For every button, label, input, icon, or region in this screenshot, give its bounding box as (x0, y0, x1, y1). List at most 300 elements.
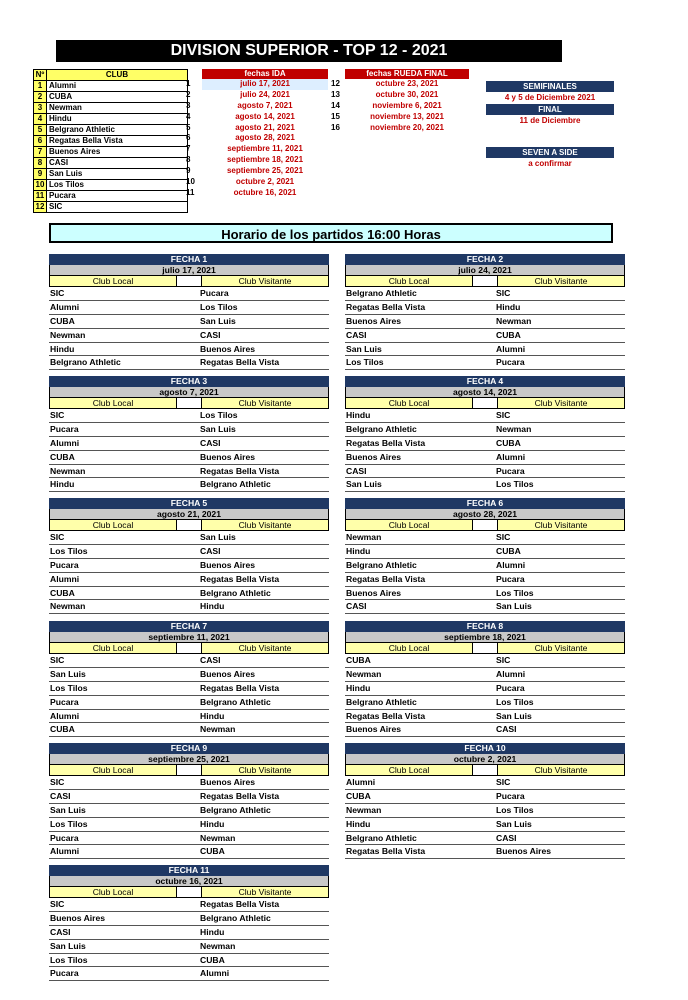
match-row (49, 451, 329, 465)
home-team: CUBA (50, 587, 75, 598)
date-num: 15 (331, 111, 340, 121)
home-team: San Luis (346, 343, 382, 354)
date-value: agosto 21, 2021 (235, 122, 295, 132)
clubs-table (33, 69, 191, 213)
home-team: Belgrano Athletic (346, 832, 417, 843)
home-team: Belgrano Athletic (346, 559, 417, 570)
match-row (49, 967, 329, 981)
home-team: Newman (346, 532, 382, 542)
home-team: Regatas Bella Vista (346, 846, 426, 857)
final-date: 11 de Diciembre (519, 116, 581, 125)
away-team: Belgrano Athletic (200, 587, 271, 598)
club-num: 4 (34, 114, 47, 125)
date-value: octubre 2, 2021 (235, 177, 295, 187)
fecha-block (49, 498, 329, 614)
date-num: 16 (331, 122, 340, 132)
away-team: Belgrano Athletic (200, 696, 271, 707)
col-visitante: Club Visitante (202, 643, 328, 653)
match-row (345, 832, 625, 846)
match-row (345, 682, 625, 696)
fecha-date: agosto 7, 2021 (49, 387, 329, 397)
match-row (345, 723, 625, 737)
date-num: 14 (331, 100, 340, 110)
home-team: Buenos Aires (50, 912, 106, 923)
fecha-columns (345, 275, 625, 287)
fechas-ida-header: fechas IDA (202, 69, 328, 79)
col-local: Club Local (346, 765, 473, 775)
fecha-columns (49, 886, 329, 898)
club-name: Hindu (47, 114, 188, 125)
away-team: CUBA (200, 846, 225, 857)
fecha-date: septiembre 18, 2021 (345, 632, 625, 642)
seven-date: a confirmar (528, 159, 572, 168)
match-row (49, 832, 329, 846)
date-num: 3 (186, 100, 191, 110)
fecha-columns (49, 764, 329, 776)
home-team: Alumni (50, 710, 80, 721)
away-team: Los Tilos (496, 587, 534, 598)
home-team: CUBA (346, 790, 371, 801)
fecha-title: FECHA 4 (345, 376, 625, 387)
home-team: San Luis (50, 668, 86, 679)
fecha-date: octubre 2, 2021 (345, 754, 625, 764)
home-team: SIC (50, 899, 65, 909)
home-team: Hindu (50, 343, 75, 354)
fecha-title: FECHA 6 (345, 498, 625, 509)
home-team: Hindu (346, 410, 371, 420)
away-team: CASI (200, 545, 221, 556)
club-name: San Luis (47, 169, 188, 180)
home-team: Buenos Aires (346, 587, 402, 598)
date-num: 5 (186, 122, 191, 132)
date-row (331, 123, 469, 134)
home-team: Los Tilos (50, 954, 88, 965)
home-team: Pucara (50, 832, 79, 843)
semifinales-label: SEMIFINALES (486, 81, 614, 92)
away-team: San Luis (200, 315, 236, 326)
col-gap (177, 276, 202, 286)
home-team: Belgrano Athletic (346, 423, 417, 434)
away-team: Pucara (496, 357, 525, 368)
match-row (345, 329, 625, 343)
home-team: SIC (50, 777, 65, 787)
club-num: 9 (34, 169, 47, 180)
date-value: agosto 7, 2021 (237, 100, 293, 110)
away-team: Buenos Aires (200, 777, 256, 787)
col-gap (473, 643, 498, 653)
match-row (345, 545, 625, 559)
date-row (186, 112, 328, 123)
col-gap (177, 520, 202, 530)
match-row (49, 954, 329, 968)
date-value: noviembre 20, 2021 (370, 122, 444, 132)
away-team: Regatas Bella Vista (200, 357, 280, 368)
match-row (49, 573, 329, 587)
match-row (345, 845, 625, 859)
date-num: 2 (186, 89, 191, 99)
match-row (49, 912, 329, 926)
home-team: Pucara (50, 423, 79, 434)
home-team: CASI (346, 465, 367, 476)
fecha-date: septiembre 11, 2021 (49, 632, 329, 642)
club-name: Pucara (47, 191, 188, 202)
home-team: CUBA (50, 315, 75, 326)
away-team: CUBA (496, 437, 521, 448)
col-local: Club Local (346, 398, 473, 408)
match-row (345, 423, 625, 437)
away-team: Hindu (200, 926, 225, 937)
away-team: Los Tilos (496, 479, 534, 490)
col-local: Club Local (50, 398, 177, 408)
home-team: Hindu (346, 682, 371, 693)
away-team: CASI (496, 832, 517, 843)
away-team: Regatas Bella Vista (200, 790, 280, 801)
col-visitante: Club Visitante (498, 643, 624, 653)
col-gap (473, 765, 498, 775)
match-row (345, 478, 625, 492)
club-num: 12 (34, 202, 47, 213)
home-team: Alumni (346, 777, 376, 787)
fecha-block (49, 376, 329, 492)
date-value: septiembre 25, 2021 (226, 166, 304, 176)
match-row (345, 437, 625, 451)
date-value: octubre 30, 2021 (375, 89, 439, 99)
away-team: Los Tilos (200, 301, 238, 312)
date-value: septiembre 18, 2021 (226, 155, 304, 165)
home-team: CUBA (50, 451, 75, 462)
match-row (49, 287, 329, 301)
away-team: CASI (496, 724, 517, 735)
date-num: 11 (186, 187, 195, 197)
col-gap (177, 643, 202, 653)
away-team: Belgrano Athletic (200, 804, 271, 815)
club-num: 2 (34, 92, 47, 103)
away-team: Alumni (200, 968, 230, 979)
match-row (345, 451, 625, 465)
fecha-date: agosto 28, 2021 (345, 509, 625, 519)
date-row (186, 90, 328, 101)
away-team: CASI (200, 329, 221, 340)
col-visitante: Club Visitante (202, 765, 328, 775)
away-team: Buenos Aires (200, 559, 256, 570)
club-row (34, 81, 188, 92)
away-team: Hindu (200, 710, 225, 721)
fecha-title: FECHA 8 (345, 621, 625, 632)
club-num: 7 (34, 147, 47, 158)
fecha-columns (49, 519, 329, 531)
away-team: Pucara (496, 682, 525, 693)
fecha-title: FECHA 9 (49, 743, 329, 754)
fecha-title: FECHA 10 (345, 743, 625, 754)
club-row (34, 103, 188, 114)
away-team: Pucara (200, 288, 229, 298)
home-team: Belgrano Athletic (346, 696, 417, 707)
fechas-ida (186, 69, 328, 199)
club-row (34, 191, 188, 202)
match-row (345, 559, 625, 573)
club-row (34, 158, 188, 169)
club-row (34, 136, 188, 147)
match-row (49, 301, 329, 315)
fecha-block (49, 865, 329, 981)
home-team: Newman (346, 804, 382, 815)
fecha-title: FECHA 7 (49, 621, 329, 632)
away-team: Belgrano Athletic (200, 479, 271, 490)
club-name: CUBA (47, 92, 188, 103)
seven-label: SEVEN A SIDE (486, 147, 614, 158)
club-row (34, 114, 188, 125)
match-row (345, 710, 625, 724)
match-row (345, 315, 625, 329)
fecha-block (49, 254, 329, 370)
match-row (345, 343, 625, 357)
match-row (345, 465, 625, 479)
fecha-date: octubre 16, 2021 (49, 876, 329, 886)
home-team: Belgrano Athletic (50, 357, 121, 368)
home-team: SIC (50, 532, 65, 542)
club-num: 6 (34, 136, 47, 147)
club-num: 11 (34, 191, 47, 202)
date-row (186, 188, 328, 199)
club-name: Buenos Aires (47, 147, 188, 158)
fecha-date: septiembre 25, 2021 (49, 754, 329, 764)
match-row (49, 654, 329, 668)
away-team: Belgrano Athletic (200, 912, 271, 923)
fecha-title: FECHA 1 (49, 254, 329, 265)
date-row (186, 133, 328, 144)
match-row (49, 465, 329, 479)
home-team: Regatas Bella Vista (346, 437, 426, 448)
fecha-date: agosto 14, 2021 (345, 387, 625, 397)
horario-banner: Horario de los partidos 16:00 Horas (49, 223, 613, 243)
date-row (186, 79, 328, 90)
home-team: CASI (346, 329, 367, 340)
away-team: SIC (496, 288, 511, 298)
home-team: Hindu (346, 545, 371, 556)
clubs-header-num: Nº (34, 70, 47, 81)
club-num: 10 (34, 180, 47, 191)
match-row (49, 423, 329, 437)
match-row (49, 723, 329, 737)
col-local: Club Local (346, 276, 473, 286)
match-row (49, 790, 329, 804)
fecha-block (49, 621, 329, 737)
club-num: 8 (34, 158, 47, 169)
col-gap (177, 887, 202, 897)
fechas-final-header: fechas RUEDA FINAL (345, 69, 469, 79)
away-team: Pucara (496, 465, 525, 476)
date-row (186, 155, 328, 166)
away-team: San Luis (200, 423, 236, 434)
club-num: 5 (34, 125, 47, 136)
match-row (49, 531, 329, 545)
away-team: Buenos Aires (200, 668, 256, 679)
match-row (345, 790, 625, 804)
home-team: Los Tilos (50, 682, 88, 693)
away-team: Alumni (496, 668, 526, 679)
club-name: CASI (47, 158, 188, 169)
away-team: San Luis (496, 818, 532, 829)
away-team: Newman (200, 832, 236, 843)
match-row (49, 696, 329, 710)
col-visitante: Club Visitante (498, 276, 624, 286)
match-row (345, 776, 625, 790)
away-team: CUBA (200, 954, 225, 965)
fecha-date: julio 24, 2021 (345, 265, 625, 275)
col-local: Club Local (50, 765, 177, 775)
away-team: Hindu (200, 818, 225, 829)
away-team: CUBA (496, 329, 521, 340)
match-row (49, 329, 329, 343)
match-row (49, 478, 329, 492)
away-team: SIC (496, 532, 511, 542)
away-team: Alumni (496, 559, 526, 570)
col-visitante: Club Visitante (202, 520, 328, 530)
away-team: Regatas Bella Vista (200, 682, 280, 693)
date-num: 13 (331, 89, 340, 99)
club-num: 1 (34, 81, 47, 92)
away-team: Buenos Aires (200, 343, 256, 354)
match-row (49, 559, 329, 573)
match-row (49, 315, 329, 329)
match-row (49, 926, 329, 940)
home-team: Pucara (50, 696, 79, 707)
col-visitante: Club Visitante (498, 520, 624, 530)
date-value: noviembre 13, 2021 (370, 111, 444, 121)
col-local: Club Local (50, 887, 177, 897)
match-row (345, 804, 625, 818)
away-team: Los Tilos (200, 410, 238, 420)
away-team: San Luis (496, 601, 532, 612)
date-value: octubre 23, 2021 (375, 79, 439, 88)
away-team: Hindu (496, 301, 521, 312)
col-local: Club Local (346, 643, 473, 653)
home-team: Los Tilos (50, 545, 88, 556)
col-local: Club Local (50, 520, 177, 530)
clubs-header-club: CLUB (47, 70, 188, 81)
fecha-block (345, 743, 625, 859)
match-row (49, 587, 329, 601)
fecha-title: FECHA 3 (49, 376, 329, 387)
date-row (331, 101, 469, 112)
home-team: Alumni (50, 437, 80, 448)
fechas-final (331, 69, 469, 133)
home-team: CASI (346, 601, 367, 612)
fecha-columns (49, 397, 329, 409)
club-name: Newman (47, 103, 188, 114)
col-local: Club Local (50, 643, 177, 653)
fecha-columns (345, 642, 625, 654)
date-row (186, 177, 328, 188)
match-row (345, 287, 625, 301)
away-team: Regatas Bella Vista (200, 899, 280, 909)
date-num: 6 (186, 133, 191, 143)
fecha-title: FECHA 5 (49, 498, 329, 509)
col-local: Club Local (50, 276, 177, 286)
club-row (34, 147, 188, 158)
match-row (345, 668, 625, 682)
away-team: CUBA (496, 545, 521, 556)
fecha-block (345, 621, 625, 737)
away-team: Regatas Bella Vista (200, 573, 280, 584)
home-team: SIC (50, 410, 65, 420)
semifinales-date: 4 y 5 de Diciembre 2021 (504, 93, 596, 102)
col-gap (177, 765, 202, 775)
home-team: Los Tilos (50, 818, 88, 829)
match-row (49, 437, 329, 451)
match-row (49, 356, 329, 370)
away-team: Buenos Aires (496, 846, 552, 857)
home-team: CASI (50, 790, 71, 801)
away-team: Hindu (200, 601, 225, 612)
home-team: Regatas Bella Vista (346, 301, 426, 312)
home-team: CUBA (50, 724, 75, 735)
date-num: 10 (186, 177, 195, 187)
match-row (345, 531, 625, 545)
match-row (345, 696, 625, 710)
home-team: SIC (50, 288, 65, 298)
date-row (186, 166, 328, 177)
match-row (345, 573, 625, 587)
col-gap (473, 520, 498, 530)
away-team: Newman (496, 423, 532, 434)
match-row (49, 940, 329, 954)
match-row (49, 710, 329, 724)
col-gap (473, 398, 498, 408)
club-row (34, 125, 188, 136)
club-name: Los Tilos (47, 180, 188, 191)
away-team: San Luis (496, 710, 532, 721)
date-row (331, 79, 469, 90)
away-team: Los Tilos (496, 696, 534, 707)
match-row (49, 668, 329, 682)
home-team: Pucara (50, 968, 79, 979)
date-row (186, 123, 328, 134)
fecha-date: julio 17, 2021 (49, 265, 329, 275)
match-row (345, 356, 625, 370)
away-team: San Luis (200, 532, 236, 542)
col-visitante: Club Visitante (498, 398, 624, 408)
club-row (34, 180, 188, 191)
home-team: Buenos Aires (346, 724, 402, 735)
away-team: Pucara (496, 790, 525, 801)
date-value: agosto 14, 2021 (235, 111, 295, 121)
match-row (345, 587, 625, 601)
date-num: 12 (331, 79, 340, 88)
fecha-columns (345, 519, 625, 531)
match-row (49, 804, 329, 818)
fecha-title: FECHA 2 (345, 254, 625, 265)
away-team: Buenos Aires (200, 451, 256, 462)
match-row (49, 600, 329, 614)
page-title: DIVISION SUPERIOR - TOP 12 - 2021 (56, 40, 562, 62)
date-num: 7 (186, 144, 191, 154)
date-row (186, 101, 328, 112)
match-row (49, 409, 329, 423)
away-team: Alumni (496, 451, 526, 462)
fecha-block (345, 254, 625, 370)
away-team: Newman (496, 315, 532, 326)
col-local: Club Local (346, 520, 473, 530)
away-team: SIC (496, 410, 511, 420)
match-row (49, 898, 329, 912)
away-team: SIC (496, 655, 511, 665)
away-team: Newman (200, 940, 236, 951)
club-name: SIC (47, 202, 188, 213)
home-team: Hindu (346, 818, 371, 829)
date-value: julio 24, 2021 (240, 89, 290, 99)
away-team: Alumni (496, 343, 526, 354)
